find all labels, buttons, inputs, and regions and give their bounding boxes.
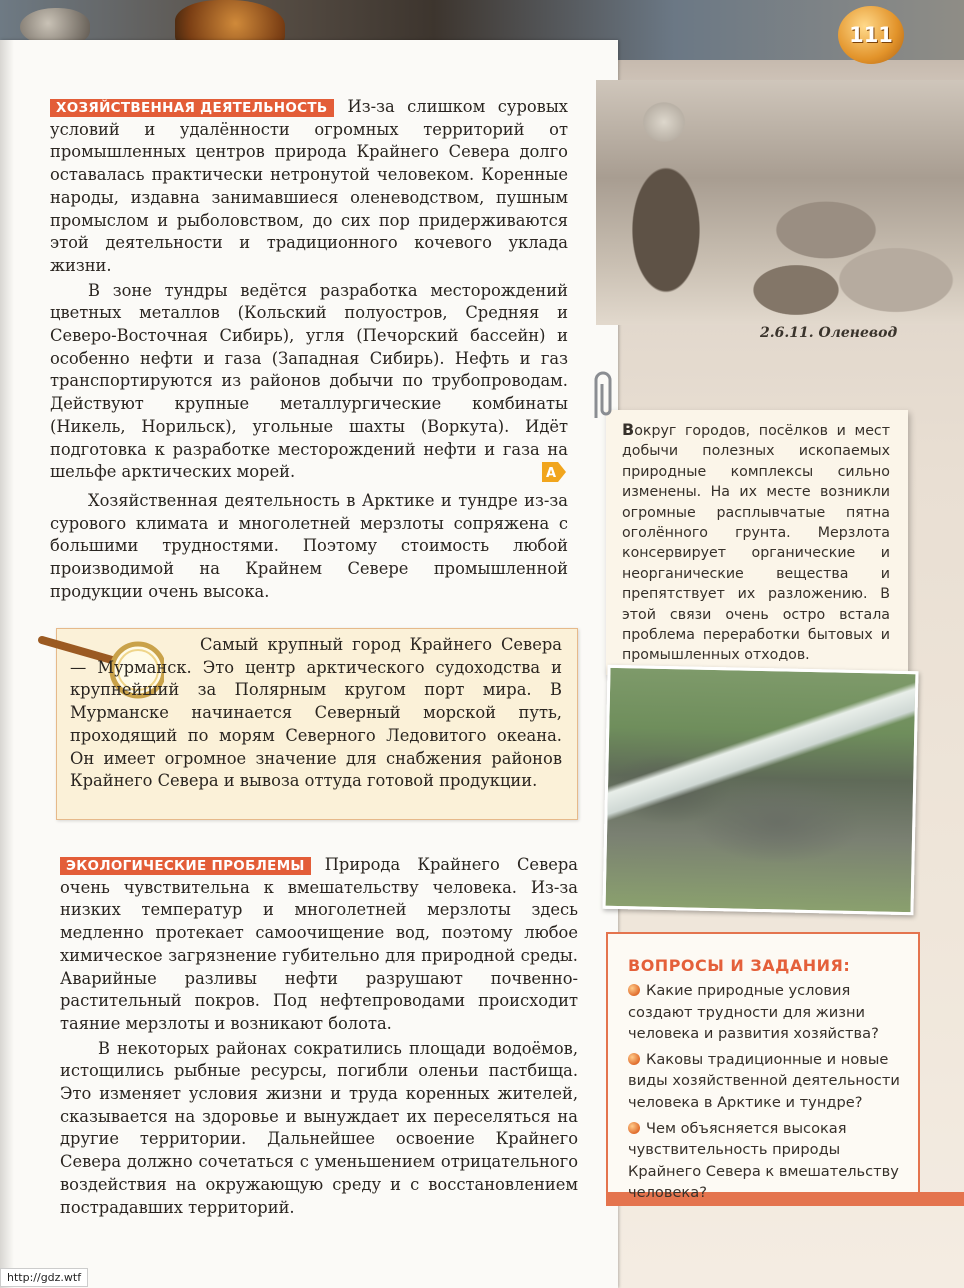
murmansk-note-text: Самый крупный город Крайнего Севера — Мурманск. Это центр арктического судоходства и крупнейший за Полярным кругом порт мира. В Мурманске начинается Северный морской путь, проходящий по морям Северного Ледовитого океана. Он имеет огромное значение для снабжения районов Крайнего Севера и вывоза оттуда готовой продукции. xyxy=(70,635,562,791)
questions-title: ВОПРОСЫ И ЗАДАНИЯ: xyxy=(628,956,851,975)
question-text: Чем объясняется высокая чувствительность природы Крайнего Севера к вмешательству человека? xyxy=(628,1119,899,1202)
bullet-icon xyxy=(628,1053,640,1065)
source-watermark[interactable]: http://gdz.wtf xyxy=(0,1268,88,1287)
question-text: Какие природные условия создают трудности для жизни человека и развития хозяйства? xyxy=(628,982,879,1043)
question-item xyxy=(628,980,908,1045)
bullet-icon xyxy=(628,1122,640,1134)
bullet-icon xyxy=(628,984,640,996)
economy-paragraph-2: В зоне тундры ведётся разработка месторождений цветных металлов (Кольский полуостров, Средняя и Северо-Восточная Сибирь), угля (Печорский бассейн) и особенно нефти и газа (Западная Сибирь). Нефть и газ транспортируются из районов добычи по трубопроводам. Действуют крупные металлургические комбинаты (Никель, Норильск), угольные шахты (Воркута). Идёт подготовка к разработке месторождений нефти и газа на шельфе арктических морей. xyxy=(50,280,568,482)
side-note-initial: В xyxy=(622,420,635,439)
questions-list xyxy=(628,980,908,1208)
page-binding-shadow xyxy=(0,40,14,1288)
ecology-tag: ЭКОЛОГИЧЕСКИЕ ПРОБЛЕМЫ xyxy=(60,857,311,875)
assignment-marker-icon xyxy=(540,458,568,486)
question-text: Каковы традиционные и новые виды хозяйственной деятельности человека в Арктике и тундре? xyxy=(628,1050,900,1111)
tundra-aerial-photo xyxy=(602,665,918,915)
paperclip-icon xyxy=(586,368,620,422)
figure-caption: 2.6.11. Оленевод xyxy=(760,325,898,341)
question-item xyxy=(628,1118,908,1204)
reindeer-herder-photo xyxy=(596,80,964,325)
question-item xyxy=(628,1049,908,1114)
economy-section xyxy=(50,96,568,603)
economy-paragraph-3: Хозяйственная деятельность в Арктике и тундре из-за сурового климата и многолетней мерзлоты сопряжена с большими трудностями. Поэтому стоимость любой производимой на Крайнем Севере промышленной продукции очень высока. xyxy=(50,490,568,601)
page-number: 111 xyxy=(838,6,904,64)
ecology-paragraph-2: В некоторых районах сократились площади водоёмов, истощились рыбные ресурсы, погибли оленьи пастбища. Это изменяет условия жизни и труда коренных жителей, сказывается на здоровье и вынуждает их переселяться на другие территории. Дальнейшее освоение Крайнего Севера должно сочетаться с уменьшением отрицательного воздействия на окружающую среду и с восстановлением пострадавших территорий. xyxy=(60,1038,578,1217)
ecology-paragraph-1: Природа Крайнего Севера очень чувствительна к вмешательству человека. Из-за низких температур и многолетней мерзлоты здесь медленно протекает самоочищение вод, поэтому любое химическое загрязнение губительно для природной среды. Аварийные разливы нефти разрушают почвенно-растительный покров. Под нефтепроводами происходит таяние мерзлоты и возникают болота. xyxy=(60,855,578,1033)
economy-tag: ХОЗЯЙСТВЕННАЯ ДЕЯТЕЛЬНОСТЬ xyxy=(50,99,334,117)
assignment-marker-label: A xyxy=(545,466,557,481)
murmansk-note-text-wrap xyxy=(70,634,562,793)
side-note-text-wrap xyxy=(622,420,890,666)
side-note-text: округ городов, посёлков и мест добычи полезных ископаемых природные комплексы сильно изменены. На их месте возникли огромные расплывчатые пятна оголённого грунта. Мерзлота консервирует органические и неорганические вещества и препятствует их разложению. В этой связи очень остро встала проблема переработки бытовых и промышленных отходов. xyxy=(622,423,890,664)
ecology-section xyxy=(60,854,578,1219)
economy-paragraph-1: Из-за слишком суровых условий и удалённости огромных территорий от промышленных центров природа Крайнего Севера долго оставалась практически нетронутой человеком. Коренные народы, издавна занимавшиеся оленеводством, пушным промыслом и рыболовством, до сих пор придерживаются этой деятельности и традиционного кочевого уклада жизни. xyxy=(50,97,568,275)
